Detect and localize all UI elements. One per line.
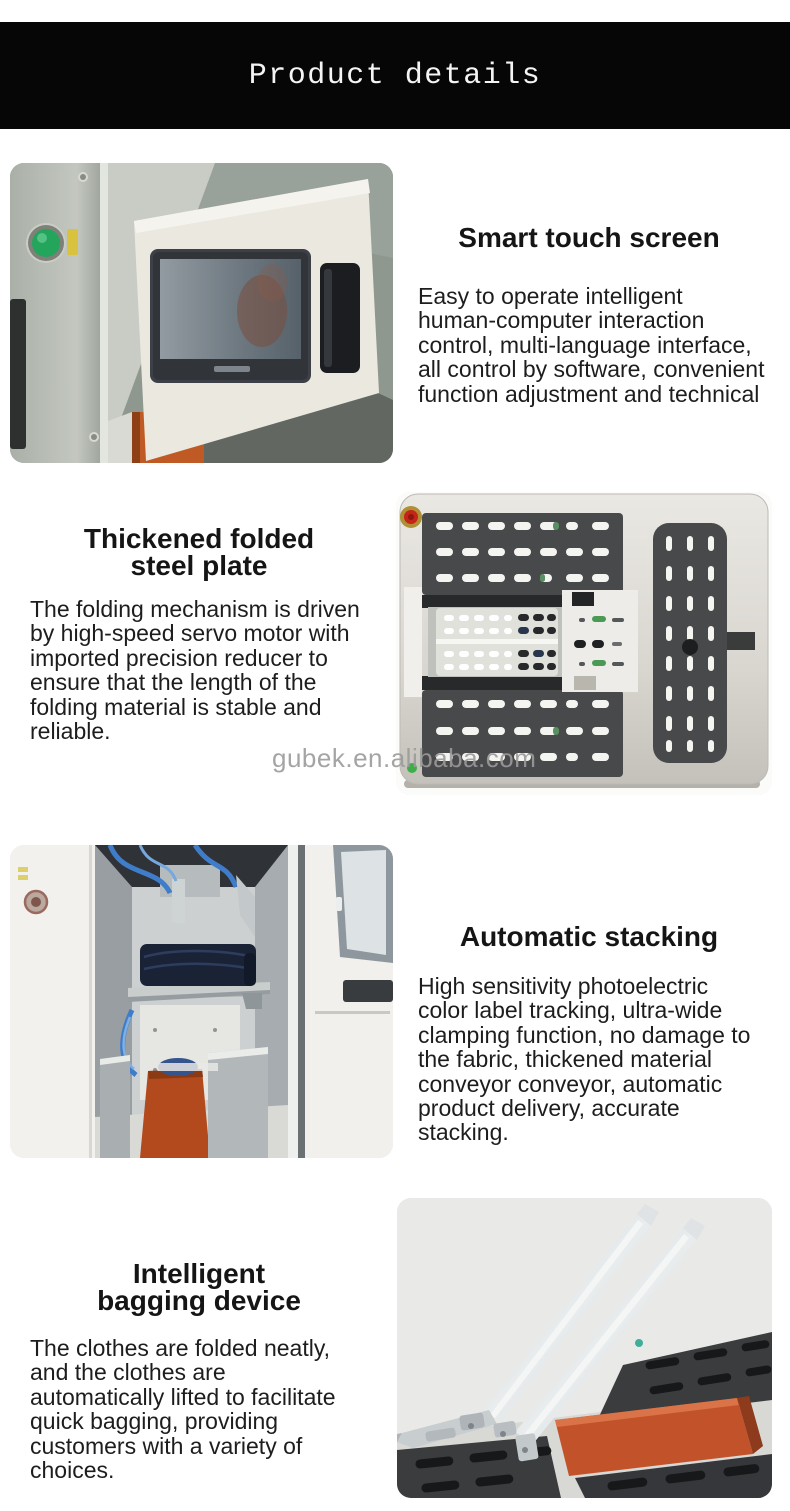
body-line: color label tracking, ultra-wide xyxy=(418,997,723,1024)
section-body-smart-touch-screen xyxy=(418,284,790,406)
body-line: function adjustment and technical xyxy=(418,380,760,407)
body-line: Easy to operate intelligent xyxy=(418,283,683,309)
bagging-device-photo xyxy=(397,1198,772,1498)
body-line: product delivery, accurate xyxy=(418,1095,680,1122)
body-line: clamping function, no damage to xyxy=(418,1021,751,1048)
transfer-block xyxy=(562,590,638,692)
body-line: choices. xyxy=(30,1457,115,1484)
title-line: bagging device xyxy=(97,1284,301,1316)
section-title-smart-touch-screen xyxy=(398,223,780,253)
section-title-automatic-stacking xyxy=(398,922,780,952)
header-banner xyxy=(0,22,790,129)
right-exterior-panel xyxy=(298,845,393,1158)
body-line: High sensitivity photoelectric xyxy=(418,973,709,999)
body-line: imported precision reducer to xyxy=(30,644,328,671)
left-exterior-panel xyxy=(10,845,95,1158)
stacking-chamber-photo xyxy=(10,845,393,1158)
body-line: human-computer interaction xyxy=(418,307,705,334)
body-line: all control by software, convenient xyxy=(418,356,765,383)
section-body-thickened-folded-steel-plate xyxy=(30,597,398,743)
body-line: conveyor conveyor, automatic xyxy=(418,1070,723,1097)
yellow-label xyxy=(67,229,78,255)
body-line: The clothes are folded neatly, xyxy=(30,1335,331,1361)
body-line: stacking. xyxy=(418,1119,509,1146)
body-line: and the clothes are xyxy=(30,1359,226,1386)
title-line: Thickened folded xyxy=(83,523,315,554)
top-folding-plate xyxy=(422,513,623,595)
body-line: customers with a variety of xyxy=(30,1432,303,1459)
section-title-intelligent-bagging-device xyxy=(0,1258,398,1316)
section-title-thickened-folded-steel-plate xyxy=(0,523,398,581)
body-line: ensure that the length of the xyxy=(30,669,317,696)
body-line: quick bagging, providing xyxy=(30,1408,279,1435)
body-line: the fabric, thickened material xyxy=(418,1046,713,1073)
body-line: automatically lifted to facilitate xyxy=(30,1383,336,1410)
green-start-button xyxy=(26,223,66,263)
touch-screen xyxy=(150,249,311,383)
folded-clothes xyxy=(140,944,256,986)
title-line: Intelligent xyxy=(132,1258,266,1289)
chamber-floor xyxy=(95,1047,288,1158)
bagging-device-illustration xyxy=(397,1198,772,1498)
page-title: Product details xyxy=(248,58,542,93)
title-line: Smart touch screen xyxy=(458,222,720,253)
emergency-stop-button xyxy=(400,506,422,528)
body-line: reliable. xyxy=(30,718,111,745)
dark-fixture xyxy=(10,299,26,449)
body-line: folding material is stable and xyxy=(30,693,322,720)
smart-touch-screen-photo xyxy=(10,163,393,463)
body-line: The folding mechanism is driven xyxy=(30,596,360,622)
title-line: Automatic stacking xyxy=(459,921,719,952)
title-line: steel plate xyxy=(130,549,268,581)
orange-silicone-mat xyxy=(140,1069,210,1158)
section-body-intelligent-bagging-device xyxy=(30,1336,398,1482)
body-line: by high-speed servo motor with xyxy=(30,620,350,647)
smart-touch-screen-illustration xyxy=(10,163,393,463)
section-body-automatic-stacking xyxy=(418,974,790,1145)
stacking-chamber-illustration xyxy=(10,845,393,1158)
watermark: gubek.en.alibaba.com xyxy=(272,743,537,773)
body-line: control, multi-language interface, xyxy=(418,331,752,358)
